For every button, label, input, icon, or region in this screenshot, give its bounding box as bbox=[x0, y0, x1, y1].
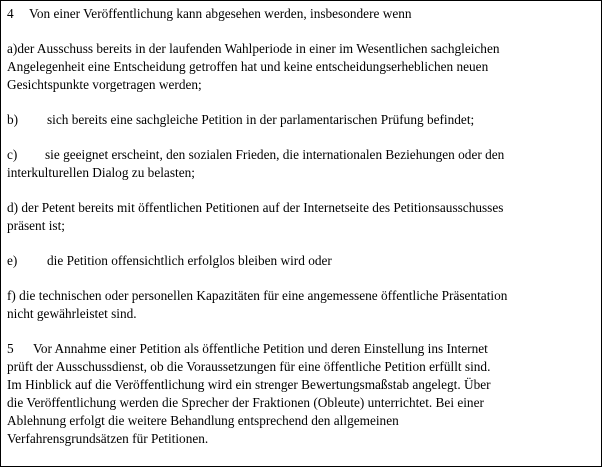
section-5-number: 5 bbox=[7, 341, 14, 356]
item-f bbox=[7, 287, 595, 323]
item-d-line-2: präsent ist; bbox=[7, 218, 65, 233]
section-5-line-5: Ablehnung erfolgt die weitere Behandlung entsprechend den allgemeinen bbox=[7, 413, 399, 428]
section-5 bbox=[7, 340, 595, 448]
item-e-letter: e) bbox=[7, 253, 18, 268]
spacer bbox=[7, 323, 595, 340]
item-c-line-2: interkulturellen Dialog zu belasten; bbox=[7, 165, 195, 180]
item-b bbox=[7, 111, 595, 129]
section-4-heading-text: Von einer Veröffentlichung kann abgesehen werden, insbesondere wenn bbox=[29, 6, 412, 21]
item-a-line-1: a)der Ausschuss bereits in der laufenden Wahlperiode in einer im Wesentlichen sachgleichen bbox=[7, 41, 500, 56]
spacer bbox=[7, 129, 595, 146]
spacer bbox=[7, 235, 595, 252]
item-a bbox=[7, 40, 595, 94]
spacer bbox=[7, 23, 595, 40]
item-c-letter: c) bbox=[7, 147, 18, 162]
item-d-line-1: d) der Petent bereits mit öffentlichen Petitionen auf der Internetseite des Petitionsausschusses bbox=[7, 200, 504, 215]
item-f-line-1: f) die technischen oder personellen Kapazitäten für eine angemessene öffentliche Präsentation bbox=[7, 288, 508, 303]
section-4-heading bbox=[7, 5, 595, 23]
spacer bbox=[7, 94, 595, 111]
section-5-line-3: Im Hinblick auf die Veröffentlichung wird ein strenger Bewertungsmaßstab angelegt. Über bbox=[7, 377, 491, 392]
item-c bbox=[7, 146, 595, 182]
section-5-line-6: Verfahrensgrundsätzen für Petitionen. bbox=[7, 431, 209, 446]
item-b-letter: b) bbox=[7, 112, 19, 127]
item-b-text: sich bereits eine sachgleiche Petition in der parlamentarischen Prüfung befindet; bbox=[47, 112, 475, 127]
section-4-number: 4 bbox=[7, 6, 14, 21]
item-d bbox=[7, 199, 595, 235]
item-e-text: die Petition offensichtlich erfolglos bleiben wird oder bbox=[47, 253, 332, 268]
spacer bbox=[7, 182, 595, 199]
item-c-line-1 bbox=[7, 146, 595, 164]
section-5-line-1-text: Vor Annahme einer Petition als öffentliche Petition und deren Einstellung ins Internet bbox=[33, 341, 488, 356]
section-5-line-1 bbox=[7, 340, 595, 358]
item-c-line-1-text: sie geeignet erscheint, den sozialen Frieden, die internationalen Beziehungen oder den bbox=[45, 147, 505, 162]
item-a-line-2: Angelegenheit eine Entscheidung getroffen hat und keine entscheidungserheblichen neuen bbox=[7, 59, 489, 74]
item-e bbox=[7, 252, 595, 270]
item-a-line-3: Gesichtspunkte vorgetragen werden; bbox=[7, 77, 202, 92]
section-5-line-2: prüft der Ausschussdienst, ob die Voraussetzungen für eine öffentliche Petition erfüllt sind. bbox=[7, 359, 491, 374]
section-5-line-4: die Veröffentlichung werden die Sprecher der Fraktionen (Obleute) unterrichtet. Bei einer bbox=[7, 395, 484, 410]
spacer bbox=[7, 270, 595, 287]
item-f-line-2: nicht gewährleistet sind. bbox=[7, 306, 137, 321]
